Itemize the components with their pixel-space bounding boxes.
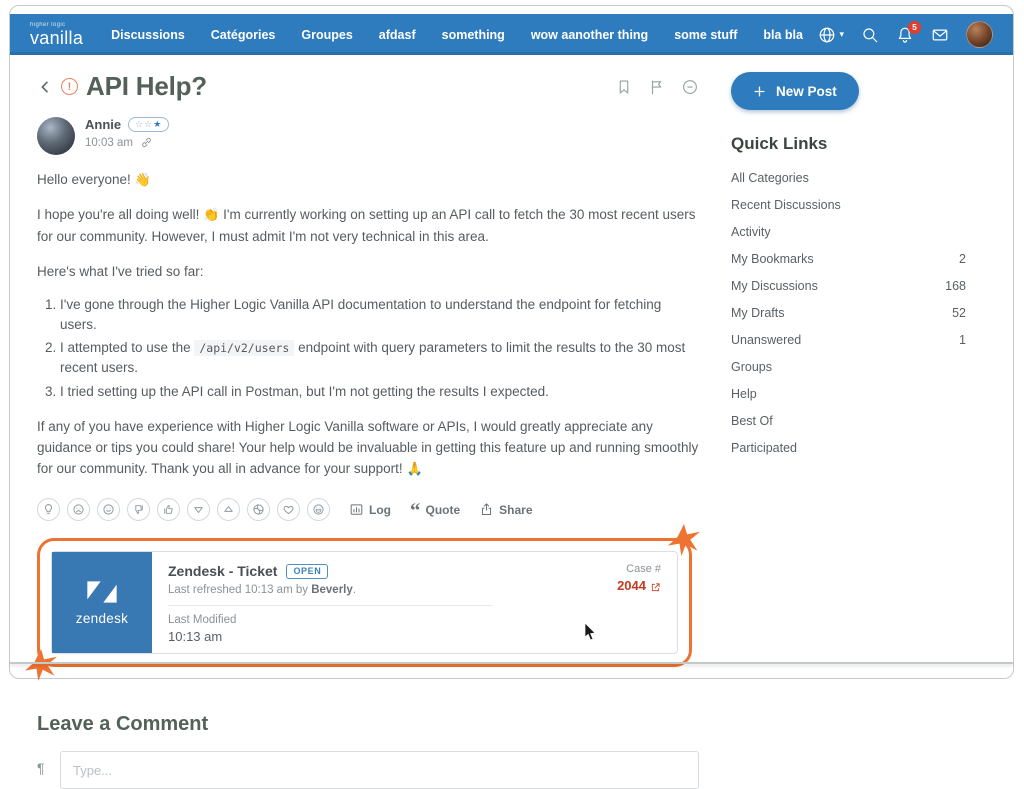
sidebar-item-unanswered[interactable]: [731, 326, 966, 353]
author-name[interactable]: Annie: [85, 117, 122, 132]
list-item: [60, 338, 699, 379]
new-post-button[interactable]: [731, 72, 859, 110]
user-avatar[interactable]: [966, 21, 993, 48]
case-number-label: Case #: [626, 563, 661, 576]
post-paragraph-2: Here's what I've tried so far:: [37, 263, 204, 279]
globe-icon: [818, 26, 836, 44]
author-avatar[interactable]: [37, 117, 75, 155]
sidebar-item-my-drafts[interactable]: [731, 299, 966, 326]
permalink-icon[interactable]: [140, 136, 153, 149]
mouse-cursor-icon: [584, 623, 597, 641]
link-label: Activity: [731, 224, 771, 239]
nav-item-bla-bla[interactable]: bla bla: [763, 27, 803, 42]
post-timestamp[interactable]: 10:03 am: [85, 136, 133, 149]
p1-post-text: I'm currently working on setting up an API call to fetch the 30 most recent users for our community. However, I must admit I'm not very technical in this area.: [37, 207, 696, 244]
lol-laugh-icon[interactable]: [307, 498, 330, 521]
link-count: 2: [959, 251, 966, 266]
comment-editor: [37, 751, 699, 789]
rank-badge: [128, 117, 169, 132]
link-label: Best Of: [731, 413, 773, 428]
bar-chart-icon: [349, 502, 364, 517]
title-row: [37, 71, 699, 102]
plus-icon: [753, 85, 766, 98]
pray-emoji: 🙏: [406, 460, 423, 476]
options-dash-circle-icon[interactable]: [681, 78, 699, 96]
leave-a-comment-heading: Leave a Comment: [37, 713, 209, 736]
zendesk-card-body: [152, 552, 677, 653]
messages-icon[interactable]: [931, 26, 949, 44]
warning-icon: !: [61, 78, 78, 95]
vote-up-triangle-icon[interactable]: [217, 498, 240, 521]
refreshed-post: .: [352, 584, 356, 597]
list-item-text: I attempted to use the: [60, 340, 195, 356]
post-paragraph-greeting: [37, 169, 699, 190]
post-author-block: [37, 117, 699, 155]
p3-text: If any of you have experience with Higher Logic Vanilla software or APIs, I would greatly appreciate any guidance or tips you could share! Your help would be invaluable in getting this feature up and running smoothly for our community. Thank you all in advance for your support!: [37, 418, 699, 476]
nav-utilities: [818, 21, 993, 48]
badge-outline-stars: ☆☆: [135, 119, 154, 129]
share-icon: [479, 502, 494, 517]
nav-menu: [111, 28, 803, 42]
link-label: Unanswered: [731, 332, 802, 347]
zendesk-card-annotation: [37, 538, 692, 667]
nav-item-afdasf[interactable]: afdasf: [378, 27, 416, 42]
main-column: [37, 68, 699, 777]
nav-item-discussions[interactable]: Discussions: [111, 27, 185, 42]
sidebar: [731, 68, 966, 678]
share-button[interactable]: [479, 502, 532, 517]
like-thumb-up-icon[interactable]: [157, 498, 180, 521]
list-item-text: endpoint with query parameters to limit the results to the 30 most recent users.: [60, 340, 686, 376]
sidebar-item-recent-discussions[interactable]: [731, 191, 966, 218]
comment-input[interactable]: [60, 751, 699, 789]
bookmark-icon[interactable]: [615, 78, 633, 96]
quote-button[interactable]: [410, 497, 461, 522]
clap-emoji: 👏: [203, 207, 220, 223]
last-modified-value: 10:13 am: [168, 629, 223, 645]
sidebar-item-my-bookmarks[interactable]: [731, 245, 966, 272]
nav-item-groups[interactable]: Groupes: [301, 27, 353, 42]
back-icon[interactable]: [37, 79, 53, 95]
nav-item-wow-aanother-thing[interactable]: wow aanother thing: [530, 27, 649, 42]
awesome-pinwheel-icon[interactable]: [247, 498, 270, 521]
wave-emoji: 👋: [134, 172, 151, 187]
sidebar-item-help[interactable]: [731, 380, 966, 407]
greeting-text: Hello everyone!: [37, 172, 131, 187]
agree-smile-icon[interactable]: [97, 498, 120, 521]
link-count: 52: [952, 305, 966, 320]
vanilla-logo[interactable]: [30, 22, 83, 47]
last-modified-label: Last Modified: [168, 614, 237, 627]
link-label: Help: [731, 386, 757, 401]
title-actions: [615, 78, 699, 96]
case-number-value: 2044: [617, 578, 646, 594]
zendesk-ticket-card: [51, 551, 678, 654]
zendesk-brand-panel: [52, 552, 152, 653]
sidebar-item-all-categories[interactable]: [731, 164, 966, 191]
brand-top-text: higher logic: [30, 22, 66, 28]
external-link-icon: [650, 580, 661, 591]
reaction-bar: [37, 498, 699, 521]
flag-icon[interactable]: [648, 78, 666, 96]
paragraph-format-icon[interactable]: ¶: [37, 760, 45, 777]
post-paragraph-1: [37, 204, 699, 246]
zendesk-logo-icon: [86, 580, 118, 604]
browser-window: [9, 5, 1014, 777]
link-label: My Drafts: [731, 305, 785, 320]
page-title: API Help?: [86, 71, 207, 101]
chevron-down-icon: ▾: [839, 29, 844, 39]
inline-code: /api/v2/users: [194, 340, 294, 356]
link-label: My Discussions: [731, 278, 818, 293]
locale-switcher[interactable]: [818, 26, 844, 44]
p1-pre-text: I hope you're all doing well!: [37, 207, 200, 223]
refreshed-by-user: Beverly: [311, 584, 353, 597]
link-label: My Bookmarks: [731, 251, 814, 266]
zendesk-brand-name: zendesk: [75, 610, 129, 626]
link-label: All Categories: [731, 170, 809, 185]
quote-label: Quote: [425, 502, 461, 517]
link-label: Recent Discussions: [731, 197, 841, 212]
notifications-button[interactable]: [896, 22, 917, 44]
badge-filled-star: ★: [153, 119, 163, 129]
quote-icon: “: [410, 497, 421, 522]
nav-item-categories[interactable]: Catégories: [210, 27, 276, 42]
link-label: Groups: [731, 359, 772, 374]
new-post-label: New Post: [776, 83, 837, 99]
case-number-link[interactable]: [617, 578, 661, 593]
link-count: 168: [945, 278, 966, 293]
ticket-title: Zendesk - Ticket: [168, 563, 278, 580]
annotation-star-icon: [25, 649, 57, 681]
list-item-text: I tried setting up the API call in Postman, but I'm not getting the results I expected.: [60, 383, 549, 399]
list-item-text: I've gone through the Higher Logic Vanilla API documentation to understand the endpoint for fetching users.: [60, 296, 662, 332]
tried-list: [37, 295, 699, 402]
link-count: 1: [959, 332, 966, 347]
window-bottom-edge: [10, 662, 1013, 664]
top-navbar: [10, 14, 1013, 55]
list-item: [60, 295, 699, 336]
refreshed-pre: Last refreshed 10:13 am by: [168, 584, 312, 597]
log-button[interactable]: [349, 502, 391, 517]
share-label: Share: [499, 502, 533, 517]
author-info: [85, 117, 169, 155]
vote-down-triangle-icon[interactable]: [187, 498, 210, 521]
link-label: Participated: [731, 440, 798, 455]
quick-links-heading: Quick Links: [731, 134, 828, 153]
notification-count-badge: 5: [908, 21, 921, 34]
ticket-status-badge: OPEN: [286, 564, 328, 579]
dislike-thumb-down-icon[interactable]: [127, 498, 150, 521]
sidebar-item-participated[interactable]: [731, 434, 966, 461]
sidebar-item-activity[interactable]: [731, 218, 966, 245]
insightful-lightbulb-icon[interactable]: [37, 498, 60, 521]
sidebar-item-groups[interactable]: [731, 353, 966, 380]
brand-name-text: vanilla: [30, 28, 84, 48]
search-icon[interactable]: [861, 26, 879, 44]
heart-icon[interactable]: [277, 498, 300, 521]
card-divider: [168, 605, 493, 606]
sidebar-item-best-of[interactable]: [731, 407, 966, 434]
nav-item-some-stuff[interactable]: some stuff: [674, 27, 738, 42]
ticket-refreshed-text: [168, 584, 356, 596]
page-content: [10, 55, 1013, 777]
list-item: [60, 382, 699, 402]
nav-item-something[interactable]: something: [441, 27, 505, 42]
disagree-frown-icon[interactable]: [67, 498, 90, 521]
sidebar-item-my-discussions[interactable]: [731, 272, 966, 299]
post-paragraph-3: [37, 416, 699, 479]
log-label: Log: [369, 502, 391, 517]
